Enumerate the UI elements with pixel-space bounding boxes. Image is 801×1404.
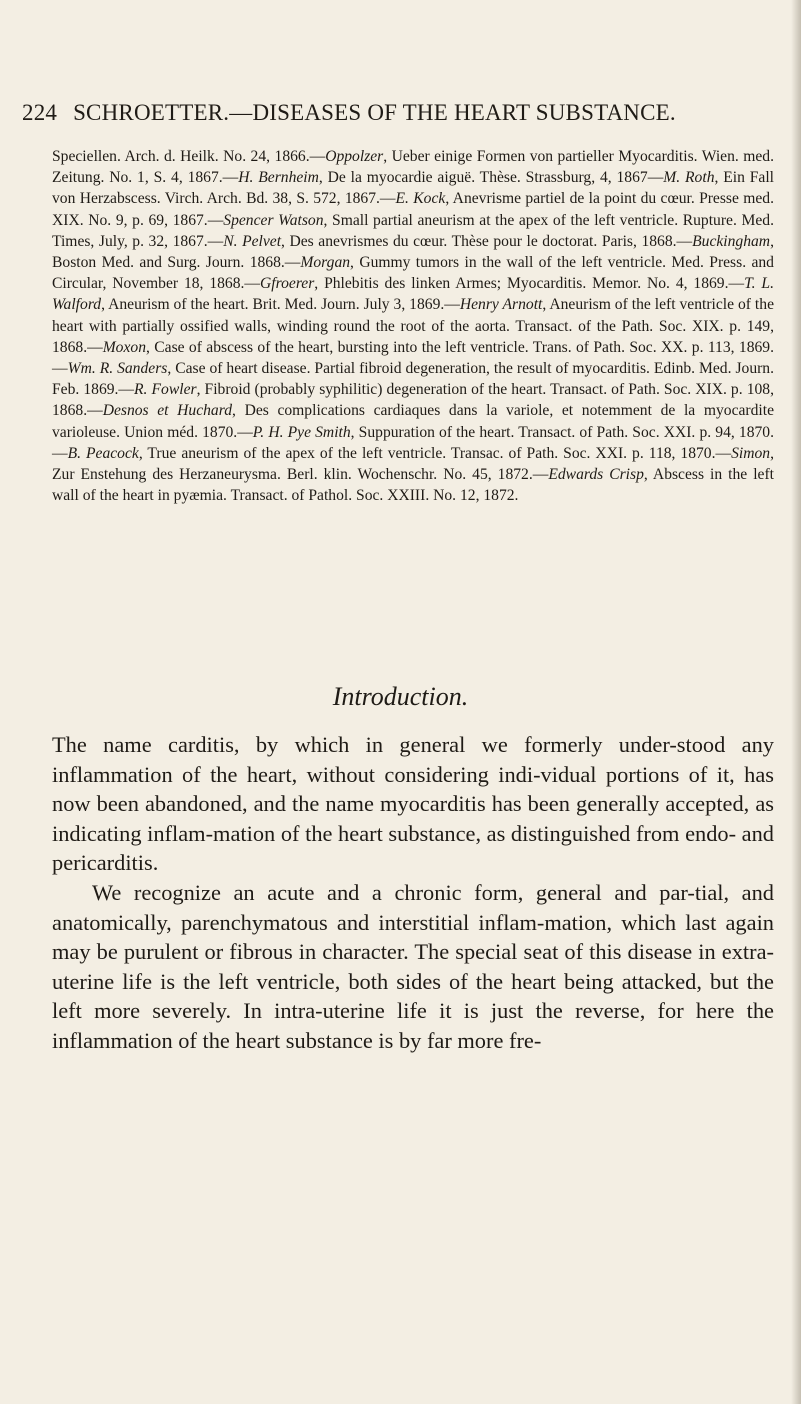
bibliography-block bbox=[52, 146, 774, 506]
reference-author: Oppolzer bbox=[325, 148, 384, 165]
reference-text: , Ueber einige Formen von partieller Myocarditis. Wien. med. Zeitung. No. 1, S. 4, 1867.— bbox=[52, 148, 774, 187]
running-title: SCHROETTER.—DISEASES OF THE HEART SUBSTANCE. bbox=[73, 100, 676, 125]
reference-text: , Phlebitis des linken Armes; Myocarditis. Memor. No. 4, 1869.— bbox=[314, 275, 745, 293]
reference-text: Speciellen. Arch. d. Heilk. No. 24, 1866.— bbox=[52, 148, 326, 165]
reference-author: Spencer Watson bbox=[223, 211, 324, 229]
reference-text: , De la myocardie aiguë. Thèse. Strassburg, 4, 1867— bbox=[318, 169, 664, 187]
reference-text: , Des complications cardiaques dans la variole, et notemment de la myocardite varioleuse. Union méd. 1870.— bbox=[52, 402, 774, 441]
reference-author: E. Kock bbox=[395, 190, 446, 208]
reference-author: Henry Arnott bbox=[459, 296, 543, 314]
reference-text: , Des anevrismes du cœur. Thèse pour le doctorat. Paris, 1868.— bbox=[281, 232, 693, 250]
reference-author: Morgan bbox=[300, 254, 351, 272]
reference-text: , Fibroid (probably syphilitic) degeneration of the heart. Transact. of Path. Soc. XIX. p. 108, 1868.— bbox=[52, 381, 774, 420]
body-text bbox=[52, 730, 774, 1056]
reference-author: Gfroerer bbox=[260, 275, 315, 293]
paragraph-2: We recognize an acute and a chronic form, general and par-tial, and anatomically, parenchymatous and interstitial inflam-mation, which last again may be purulent or fibrous in character. The special seat of this disease in extra-uterine life is the left ventricle, both sides of the heart being attacked, but the left more severely. In intra-uterine life it is just the reverse, for here the inflammation of the heart substance is by far more fre- bbox=[52, 879, 774, 1053]
reference-text: , Small partial aneurism at the apex of the left ventricle. Rupture. Med. Times, July, p. 32, 1867.— bbox=[52, 211, 774, 250]
page-number: 224 bbox=[22, 100, 58, 125]
reference-text: , Aneurism of the heart. Brit. Med. Journ. July 3, 1869.— bbox=[101, 296, 460, 314]
reference-author: Edwards Crisp bbox=[548, 466, 644, 484]
reference-text: , Case of abscess of the heart, bursting into the left ventricle. Trans. of Path. Soc. XX. p. 113, 1869.— bbox=[52, 338, 774, 378]
reference-author: Moxon bbox=[102, 338, 146, 356]
reference-author: N. Pelvet bbox=[223, 232, 282, 250]
reference-text: , Case of heart disease. Partial fibroid degeneration, the result of myocarditis. Edinb. Med. Journ. Feb. 1869.— bbox=[52, 360, 775, 399]
reference-text: , Abscess in the left wall of the heart in pyæmia. Transact. of Pathol. Soc. XXIII. No. 12, 1872. bbox=[52, 466, 774, 505]
reference-text: , Zur Enstehung des Herzaneurysma. Berl. klin. Wochenschr. No. 45, 1872.— bbox=[52, 444, 774, 484]
reference-author: Simon bbox=[731, 444, 771, 462]
reference-author: Buckingham bbox=[692, 232, 771, 250]
reference-text: , True aneurism of the apex of the left ventricle. Transac. of Path. Soc. XXI. p. 118, 1870.— bbox=[138, 444, 732, 462]
reference-author: T. L. Walford bbox=[52, 275, 774, 314]
reference-text: , Suppuration of the heart. Transact. of Path. Soc. XXI. p. 94, 1870. — bbox=[52, 423, 774, 462]
reference-text: , Aneurism of the left ventricle of the heart with partially ossified walls, winding round the root of the aorta. Transact. of the Path. Soc. XIX. p. 149, 1868.— bbox=[52, 296, 774, 356]
reference-author: Wm. R. Sanders bbox=[67, 360, 168, 378]
reference-text: , Gummy tumors in the wall of the left ventricle. Med. Press. and Circular, November 18, 1868.— bbox=[52, 254, 774, 293]
running-header bbox=[22, 100, 782, 126]
reference-author: P. H. Pye Smith bbox=[252, 423, 351, 441]
reference-text: , Boston Med. and Surg. Journ. 1868.— bbox=[52, 232, 774, 272]
reference-author: R. Fowler bbox=[134, 381, 197, 399]
reference-author: M. Roth bbox=[663, 169, 715, 187]
reference-author: Desnos et Huchard bbox=[102, 402, 233, 420]
paragraph-1: The name carditis, by which in general we formerly under-stood any inflammation of the heart, without considering indi-vidual portions of it, has now been abandoned, and the name myocarditis has been generally accepted, as indicating inflam-mation of the heart substance, as distinguished from endo- and pericarditis. bbox=[52, 732, 774, 876]
section-title: Introduction. bbox=[332, 682, 469, 711]
reference-text: , Ein Fall von Herzabscess. Virch. Arch. Bd. 38, S. 572, 1867.— bbox=[52, 169, 775, 208]
reference-text: , Anevrisme partiel de la point du cœur. Presse med. XIX. No. 9, p. 69, 1867.— bbox=[52, 190, 774, 229]
reference-author: B. Peacock bbox=[67, 444, 139, 462]
reference-author: H. Bernheim bbox=[238, 169, 319, 187]
page-edge-shadow bbox=[791, 0, 801, 1404]
